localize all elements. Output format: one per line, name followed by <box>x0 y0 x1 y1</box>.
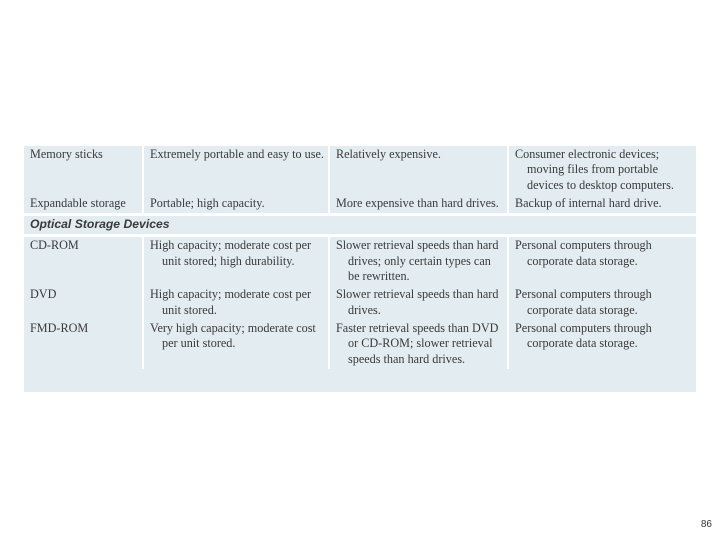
advantages-text: Very high capacity; moderate cost per unit stored. <box>150 320 316 351</box>
table-row-fmd-rom <box>24 320 696 369</box>
disadvantages-text: Slower retrieval speeds than hard drives; only certain types can be rewritten. <box>336 238 499 284</box>
device-cell <box>24 195 143 215</box>
table-row-memory-sticks <box>24 146 696 195</box>
primary-use-cell <box>508 236 696 286</box>
storage-devices-table <box>24 146 696 392</box>
primary-use-text: Personal computers through corporate data storage. <box>515 287 652 317</box>
advantages-text: Extremely portable and easy to use. <box>150 147 324 161</box>
advantages-text: High capacity; moderate cost per unit stored; high durability. <box>150 238 312 268</box>
advantages-cell <box>143 320 329 369</box>
device-name: Memory sticks <box>30 147 103 161</box>
table-row-dvd <box>24 286 696 320</box>
disadvantages-text: Slower retrieval speeds than hard drives. <box>336 287 499 317</box>
advantages-text: High capacity; moderate cost per unit stored. <box>150 287 312 317</box>
device-name: Expandable storage <box>30 195 126 210</box>
table-row-cd-rom <box>24 236 696 286</box>
storage-table <box>24 146 696 369</box>
primary-use-text: Consumer electronic devices; moving files from portable devices to desktop computers. <box>515 147 674 192</box>
device-cell <box>24 320 143 369</box>
device-cell <box>24 146 143 195</box>
disadvantages-cell <box>329 320 508 369</box>
primary-use-cell <box>508 146 696 195</box>
advantages-cell <box>143 195 329 215</box>
advantages-cell <box>143 146 329 195</box>
primary-use-cell <box>508 286 696 320</box>
disadvantages-text: Faster retrieval speeds than DVD or CD-ROM; slower retrieval speeds than hard drives. <box>336 320 499 366</box>
disadvantages-cell <box>329 146 508 195</box>
disadvantages-text: Relatively expensive. <box>336 147 441 161</box>
section-header-row <box>24 215 696 236</box>
primary-use-cell <box>508 195 696 215</box>
device-name: DVD <box>30 287 57 302</box>
primary-use-text: Personal computers through corporate data storage. <box>515 320 652 351</box>
advantages-text: Portable; high capacity. <box>150 195 265 210</box>
disadvantages-text: More expensive than hard drives. <box>336 195 499 210</box>
device-cell <box>24 286 143 320</box>
primary-use-text: Personal computers through corporate data storage. <box>515 238 652 268</box>
device-cell <box>24 236 143 286</box>
primary-use-text: Backup of internal hard drive. <box>515 195 662 210</box>
advantages-cell <box>143 236 329 286</box>
primary-use-cell <box>508 320 696 369</box>
page-number: 86 <box>700 519 712 530</box>
device-name: FMD-ROM <box>30 320 89 335</box>
device-name: CD-ROM <box>30 238 79 253</box>
disadvantages-cell <box>329 286 508 320</box>
advantages-cell <box>143 286 329 320</box>
disadvantages-cell <box>329 236 508 286</box>
disadvantages-cell <box>329 195 508 215</box>
section-title: Optical Storage Devices <box>24 215 696 236</box>
table-row-expandable-storage <box>24 195 696 215</box>
